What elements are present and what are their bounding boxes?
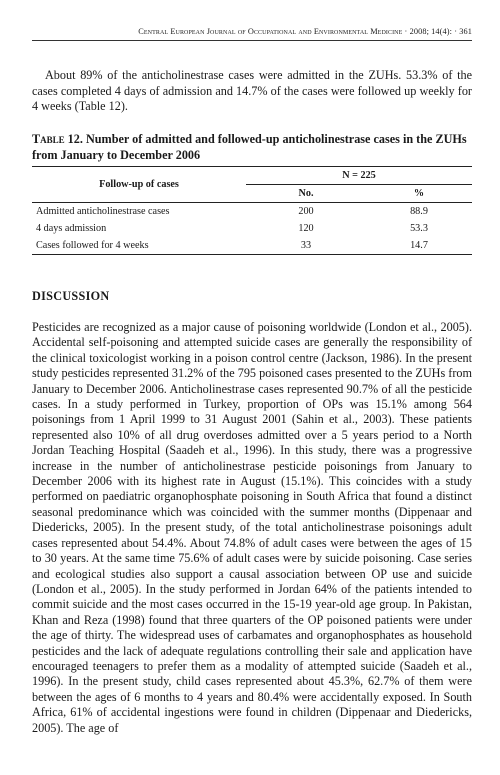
- table-title: Number of admitted and followed-up anticholinestrase cases in the ZUHs from January to December 2006: [32, 132, 467, 162]
- table-row: [32, 237, 472, 255]
- row-percent: 88.9: [410, 206, 428, 217]
- row-label: Cases followed for 4 weeks: [32, 237, 246, 255]
- row-percent: 53.3: [410, 223, 428, 234]
- table-row: [32, 220, 472, 237]
- section-heading: DISCUSSION: [32, 289, 110, 303]
- header-n-total: N = 225: [246, 167, 472, 185]
- discussion-paragraph: Pesticides are recognized as a major cause of poisoning worldwide (London et al., 2005). Accidental self-poisoning and attempted suicide cases are generally the responsibility of the clinical toxicologist working in a poison control centre (Jackson, 1986). In the present study pesticides represented 31.2% of the 795 poisoned cases presented to the ZUHs from January to December 2006. Anticholinestrase cases represented 90.7% of all the pesticide cases. In a study performed in Turkey, proportion of OPs was 15.1% among 564 poisonings from 1 April 1999 to 31 August 2001 (Sahin et al., 2003). These patients represented also 10% of all drug overdoses admitted over a 5 years period to a North Jordan Teaching Hospital (Saadeh et al., 1996). In this study, there was a progressive increase in the number of anticholinestrase pesticide poisonings from January to December 2006 with its highest rate in August (15.1%). This coincides with a study performed on paediatric organophosphate poisoning in South Africa that found a distinct seasonal predominance which was coincided with the summer months (Dippenaar and Diedericks, 2005). In the present study, of the total anticholinestrase poisonings adult cases represented about 54.4%. About 74.8% of adult cases were between the ages of 15 to 30 years. At the same time 75.6% of adult cases were by suicide poisoning. Case series and ecological studies also support a causal association between OP use and suicide (London et al., 2005). In the study performed in Jordan 64% of the patients intended to commit suicide and the most cases occurred in the 15-19 year-old age group. In Pakistan, Khan and Reza (1998) found that three quarters of the OP poisoned patients were under the age of thirty. The widespread uses of carbamates and organophosphates as household pesticides and the lack of adequate regulations controlling their sale and application have encouraged teenagers to prefer them as a modality of attempted suicide (Saadeh et al., 1996). In the present study, child cases represented about 45.3%, 62.7% of them were between the ages of 6 months to 4 years and 80.4% were accidentally exposed. In South Africa, 61% of accidental ingestions were found in children (Dippenaar and Diedericks, 2005). The age of: [32, 320, 472, 735]
- intro-paragraph: About 89% of the anticholinestrase cases were admitted in the ZUHs. 53.3% of the cases completed 4 days of admission and 14.7% of the cases were followed up weekly for 4 weeks (Table 12).: [32, 68, 472, 113]
- row-count: 33: [246, 237, 366, 255]
- running-header: Central European Journal of Occupational and Environmental Medicine · 2008; 14(4): · 361: [32, 27, 472, 41]
- table-label: Table 12.: [32, 132, 83, 146]
- row-count: 120: [298, 223, 314, 234]
- row-count: 200: [298, 206, 314, 217]
- row-label: Admitted anticholinestrase cases: [36, 206, 170, 217]
- admission-table: [32, 166, 472, 255]
- header-no: No.: [246, 185, 366, 203]
- header-percent: %: [366, 185, 472, 203]
- header-follow-up: Follow-up of cases: [32, 167, 246, 203]
- table-caption: [32, 132, 472, 163]
- table-row: [32, 203, 472, 221]
- row-label: 4 days admission: [36, 223, 107, 234]
- row-percent: 14.7: [366, 237, 472, 255]
